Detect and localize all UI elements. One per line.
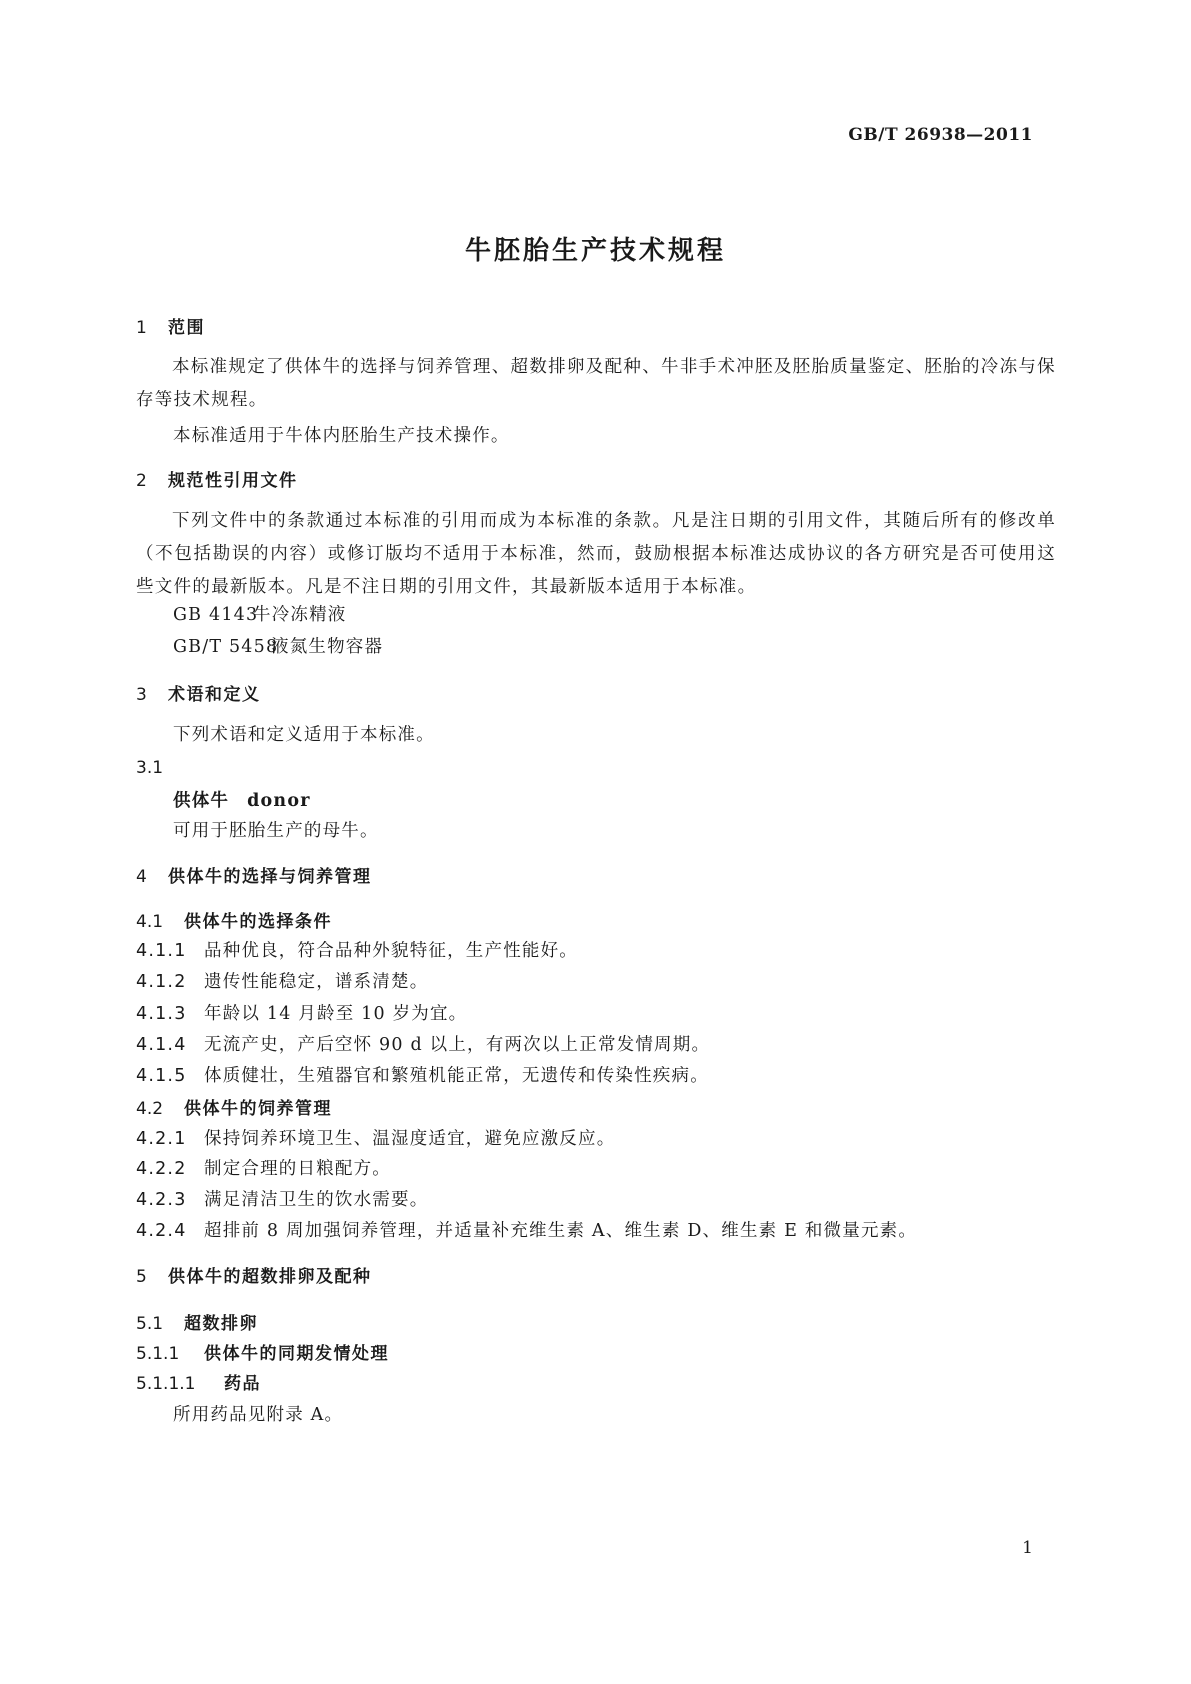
section-number: 4 xyxy=(136,867,147,887)
subsection-number: 5.1 xyxy=(136,1314,164,1334)
clause-number: 4.1.1 xyxy=(136,941,187,961)
term-definition: 可用于胚胎生产的母牛。 xyxy=(173,821,379,841)
clause-text: 年龄以 14 月龄至 10 岁为宜。 xyxy=(204,1004,468,1024)
subsection-5-1-heading xyxy=(136,1309,258,1334)
term-entry xyxy=(173,787,311,812)
subsection-title: 药品 xyxy=(224,1374,261,1394)
term-english: donor xyxy=(247,791,311,811)
subsection-4-1-heading xyxy=(136,907,332,932)
subsection-5-1-1-1-heading xyxy=(136,1369,261,1394)
subsection-title: 供体牛的饲养管理 xyxy=(184,1099,332,1119)
reference-item xyxy=(173,633,383,658)
section-title: 术语和定义 xyxy=(168,685,261,705)
clause-text: 满足清洁卫生的饮水需要。 xyxy=(204,1190,429,1210)
section-number: 2 xyxy=(136,471,147,491)
subsection-title: 供体牛的选择条件 xyxy=(184,912,332,932)
clause-item xyxy=(136,1125,615,1150)
section-2-paragraph: 下列文件中的条款通过本标准的引用而成为本标准的条款。凡是注日期的引用文件，其随后所有的修改单（不包括勘误的内容）或修订版均不适用于本标准，然而，鼓励根据本标准达成协议的各方研究是否可使用这些文件的最新版本。凡是不注日期的引用文件，其最新版本适用于本标准。 xyxy=(136,511,1056,597)
reference-code: GB 4143 xyxy=(173,605,259,625)
term-chinese: 供体牛 xyxy=(173,791,230,811)
clause-item xyxy=(136,968,428,993)
standard-code: GB/T 26938—2011 xyxy=(848,125,1033,145)
subsection-5-1-1-heading xyxy=(136,1339,389,1364)
clause-number: 4.2.1 xyxy=(136,1129,187,1149)
clause-number: 4.2.3 xyxy=(136,1190,187,1210)
reference-name: 牛冷冻精液 xyxy=(253,605,347,625)
clause-number: 4.1.5 xyxy=(136,1066,187,1086)
clause-number: 4.2.4 xyxy=(136,1221,187,1241)
subsection-number: 4.2 xyxy=(136,1099,164,1119)
section-1-heading xyxy=(136,313,205,338)
clause-text: 品种优良，符合品种外貌特征，生产性能好。 xyxy=(204,941,578,961)
document-title: 牛胚胎生产技术规程 xyxy=(464,236,726,266)
subsection-4-2-heading xyxy=(136,1094,332,1119)
clause-item xyxy=(136,1000,467,1025)
section-title: 规范性引用文件 xyxy=(168,471,298,491)
clause-text: 体质健壮，生殖器官和繁殖机能正常，无遗传和传染性疾病。 xyxy=(204,1066,709,1086)
clause-text: 超排前 8 周加强饲养管理，并适量补充维生素 A、维生素 D、维生素 E 和微量元素。 xyxy=(204,1221,918,1241)
subsection-number: 4.1 xyxy=(136,912,164,932)
section-title: 供体牛的超数排卵及配种 xyxy=(168,1267,372,1287)
clause-text: 遗传性能稳定，谱系清楚。 xyxy=(204,972,429,992)
clause-item xyxy=(136,1062,709,1087)
section-1-paragraph-2: 本标准适用于牛体内胚胎生产技术操作。 xyxy=(173,426,510,446)
clause-text: 所用药品见附录 A。 xyxy=(173,1405,344,1425)
section-4-heading xyxy=(136,862,372,887)
reference-item xyxy=(173,601,347,626)
section-number: 5 xyxy=(136,1267,147,1287)
clause-item xyxy=(136,1217,917,1242)
section-number: 3 xyxy=(136,685,147,705)
subsection-number: 5.1.1.1 xyxy=(136,1374,196,1394)
section-title: 范围 xyxy=(168,318,205,338)
clause-text: 无流产史，产后空怀 90 d 以上，有两次以上正常发情周期。 xyxy=(204,1035,711,1055)
term-number: 3.1 xyxy=(136,758,164,778)
clause-number: 4.2.2 xyxy=(136,1159,187,1179)
section-3-paragraph: 下列术语和定义适用于本标准。 xyxy=(173,725,435,745)
page-number: 1 xyxy=(1022,1538,1033,1558)
clause-text: 保持饲养环境卫生、温湿度适宜，避免应激反应。 xyxy=(204,1129,616,1149)
clause-item xyxy=(136,937,578,962)
subsection-number: 5.1.1 xyxy=(136,1344,180,1364)
section-1-paragraph-1: 本标准规定了供体牛的选择与饲养管理、超数排卵及配种、牛非手术冲胚及胚胎质量鉴定、胚胎的冷冻与保存等技术规程。 xyxy=(136,357,1056,410)
clause-number: 4.1.4 xyxy=(136,1035,187,1055)
clause-item xyxy=(136,1155,391,1180)
section-5-heading xyxy=(136,1262,372,1287)
reference-code: GB/T 5458 xyxy=(173,637,279,657)
clause-item xyxy=(136,1031,710,1056)
reference-name: 液氮生物容器 xyxy=(271,637,384,657)
clause-number: 4.1.3 xyxy=(136,1004,187,1024)
section-2-heading xyxy=(136,466,298,491)
section-number: 1 xyxy=(136,318,147,338)
subsection-title: 超数排卵 xyxy=(184,1314,258,1334)
subsection-title: 供体牛的同期发情处理 xyxy=(204,1344,389,1364)
clause-number: 4.1.2 xyxy=(136,972,187,992)
clause-item xyxy=(136,1186,428,1211)
section-title: 供体牛的选择与饲养管理 xyxy=(168,867,372,887)
clause-text: 制定合理的日粮配方。 xyxy=(204,1159,391,1179)
section-3-heading xyxy=(136,680,261,705)
